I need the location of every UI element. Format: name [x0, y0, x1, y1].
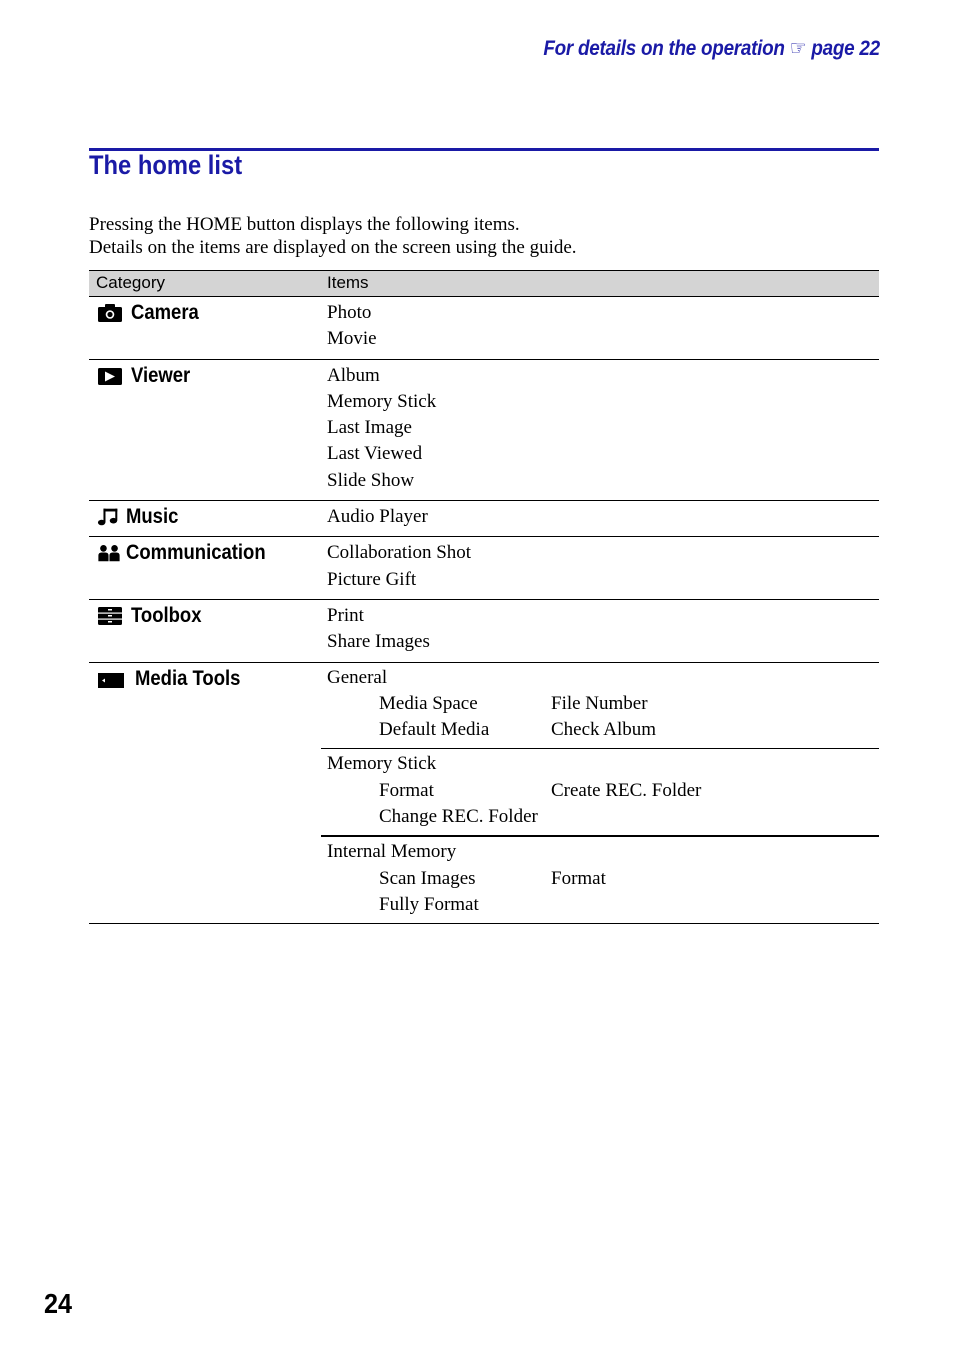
music-icon	[97, 507, 121, 527]
category-label: Media Tools	[135, 666, 241, 690]
category-cell	[89, 662, 321, 924]
items-cell	[321, 537, 879, 600]
section-title: The home list	[89, 150, 243, 180]
table-row-toolbox	[89, 599, 879, 662]
table-row-camera	[89, 297, 879, 360]
list-item: Change REC. Folder	[379, 806, 538, 828]
category-cell	[89, 599, 321, 662]
list-item: Last Viewed	[327, 443, 423, 465]
group-title: General	[327, 666, 388, 688]
items-column-header: Items	[321, 271, 879, 297]
items-cell	[321, 662, 879, 924]
intro-text	[89, 213, 879, 259]
media-tools-icon	[97, 669, 125, 689]
viewer-icon	[97, 366, 123, 386]
category-cell	[89, 537, 321, 600]
list-item: Photo	[327, 302, 372, 323]
media-tools-internal-memory-group	[321, 837, 879, 923]
toolbox-icon	[97, 606, 123, 626]
list-item: File Number	[551, 692, 648, 714]
table-row-viewer	[89, 359, 879, 500]
list-item: Slide Show	[327, 469, 415, 491]
list-item: Print	[327, 604, 364, 626]
operation-reference-text: For details on the operation	[543, 37, 785, 60]
operation-reference[interactable]	[544, 36, 880, 61]
camera-icon	[97, 303, 123, 323]
items-cell	[321, 359, 879, 500]
list-item: Check Album	[551, 719, 657, 741]
category-label: Music	[126, 505, 179, 529]
list-item: Format	[379, 779, 434, 801]
intro-line-2: Details on the items are displayed on the screen using the guide.	[89, 237, 577, 258]
list-item: Share Images	[327, 631, 430, 653]
media-tools-memory-stick-group	[321, 749, 879, 837]
intro-line-1: Pressing the HOME button displays the following items.	[89, 214, 520, 235]
list-item: Format	[551, 867, 606, 889]
category-camera	[97, 299, 321, 327]
category-cell	[89, 297, 321, 360]
category-media-tools	[97, 665, 321, 693]
category-communication	[97, 539, 321, 567]
category-music	[97, 503, 321, 531]
pointing-hand-icon: ☞	[789, 37, 807, 60]
communication-icon	[97, 543, 121, 563]
list-item: Album	[327, 364, 380, 386]
items-cell	[321, 297, 879, 360]
list-item: Media Space	[379, 692, 478, 714]
category-cell	[89, 359, 321, 500]
category-label: Communication	[126, 541, 266, 565]
category-viewer	[97, 362, 321, 390]
category-label: Toolbox	[131, 603, 202, 627]
list-item: Create REC. Folder	[551, 779, 702, 801]
table-row-media-tools	[89, 662, 879, 924]
group-title: Memory Stick	[327, 753, 437, 775]
category-label: Camera	[131, 301, 199, 324]
items-cell	[321, 501, 879, 537]
table-row-communication	[89, 537, 879, 600]
table-row-music	[89, 501, 879, 537]
category-label: Viewer	[131, 363, 191, 387]
list-item: Audio Player	[327, 506, 428, 528]
category-toolbox	[97, 602, 321, 630]
operation-reference-page[interactable]: page 22	[811, 37, 880, 60]
list-item: Fully Format	[379, 893, 479, 915]
items-cell	[321, 599, 879, 662]
list-item: Scan Images	[379, 867, 476, 889]
list-item: Default Media	[379, 719, 490, 741]
table-header-row	[89, 271, 879, 297]
media-tools-general-group	[321, 663, 879, 750]
category-column-header: Category	[89, 271, 321, 297]
list-item: Last Image	[327, 417, 412, 439]
home-list-table	[89, 270, 879, 924]
page-number: 24	[44, 1288, 73, 1319]
group-title: Internal Memory	[327, 841, 457, 863]
list-item: Collaboration Shot	[327, 542, 472, 564]
list-item: Picture Gift	[327, 568, 417, 590]
category-cell	[89, 501, 321, 537]
list-item: Memory Stick	[327, 390, 437, 412]
list-item: Movie	[327, 328, 377, 350]
